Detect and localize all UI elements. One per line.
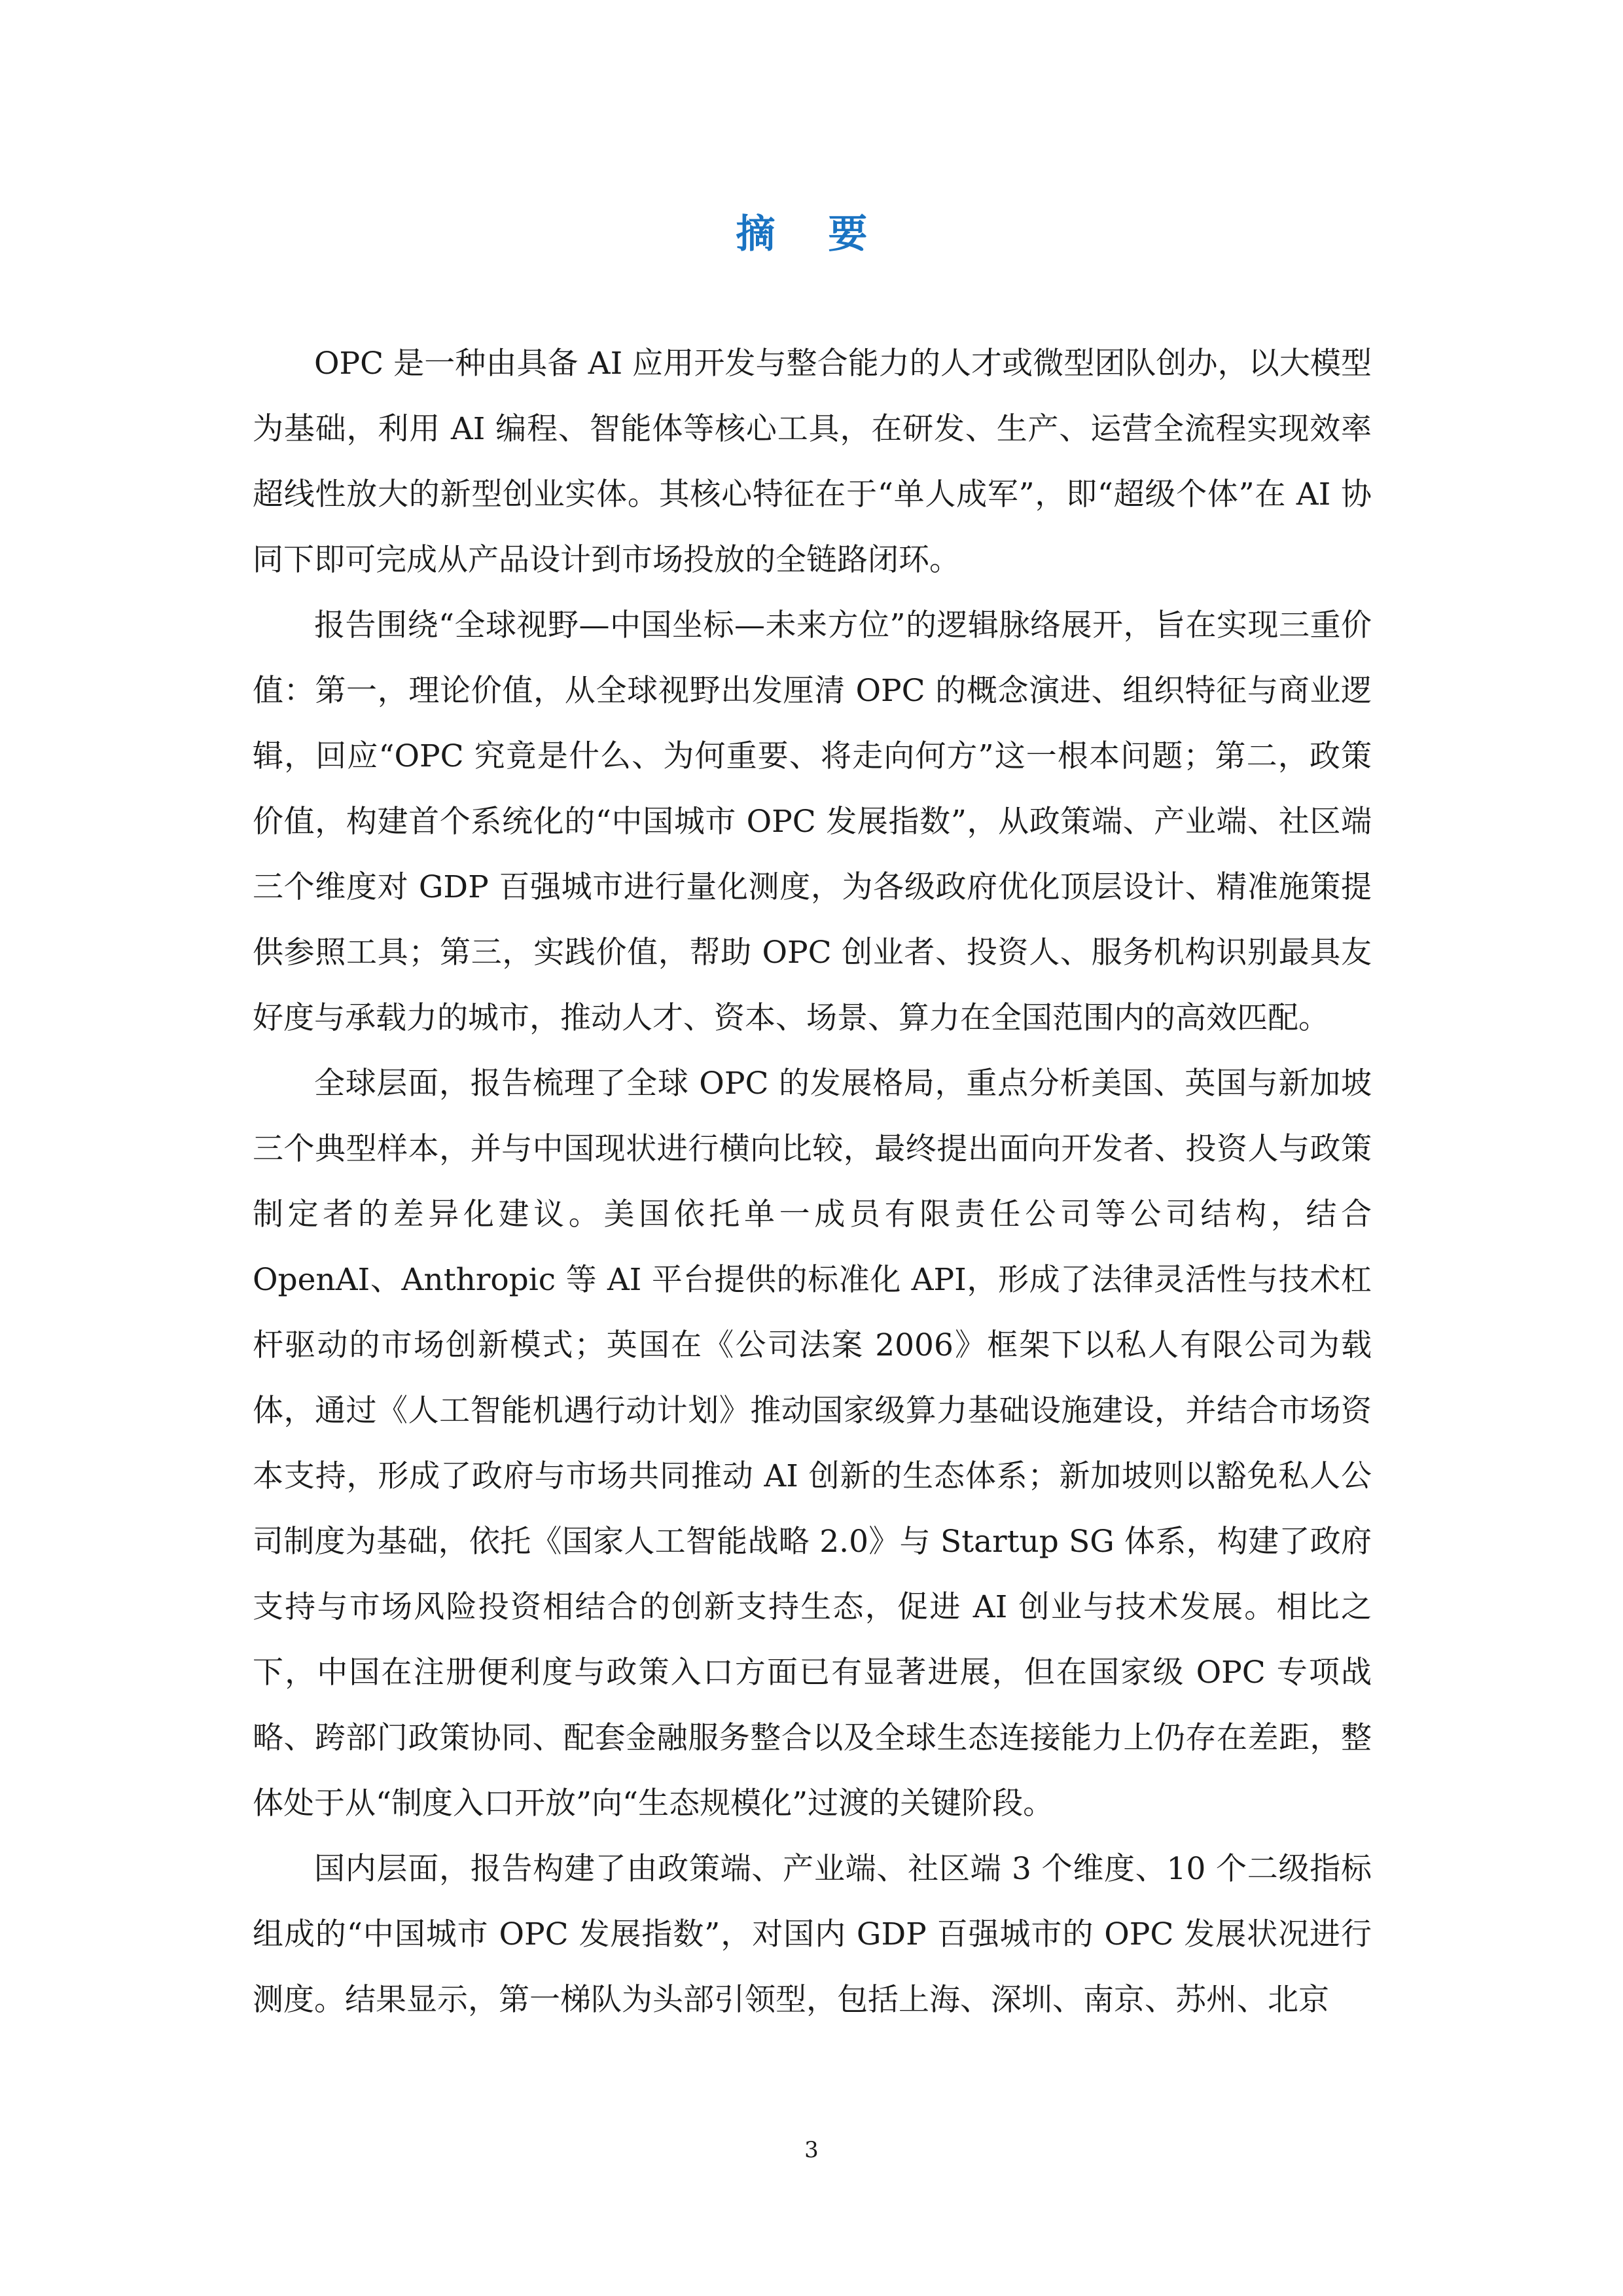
page-number: 3: [804, 2137, 819, 2163]
paragraph-report-value: 报告围绕“全球视野—中国坐标—未来方位”的逻辑脉络展开，旨在实现三重价值：第一，理论价值，从全球视野出发厘清 OPC 的概念演进、组织特征与商业逻辑，回应“OPC 究竟是什么、为何重要、将走向何方”这一根本问题；第二，政策价值，构建首个系统化的“中国城市 OPC 发展指数”，从政策端、产业端、社区端三个维度对 GDP 百强城市进行量化测度，为各级政府优化顶层设计、精准施策提供参照工具；第三，实践价值，帮助 OPC 创业者、投资人、服务机构识别最具友好度与承载力的城市，推动人才、资本、场景、算力在全国范围内的高效匹配。: [253, 607, 1372, 1036]
paragraph-global-level: 全球层面，报告梳理了全球 OPC 的发展格局，重点分析美国、英国与新加坡三个典型样本，并与中国现状进行横向比较，最终提出面向开发者、投资人与政策制定者的差异化建议。美国依托单一成员有限责任公司等公司结构，结合 OpenAI、Anthropic 等 AI 平台提供的标准化 API，形成了法律灵活性与技术杠杆驱动的市场创新模式；英国在《公司法案 2006》框架下以私人有限公司为载体，通过《人工智能机遇行动计划》推动国家级算力基础设施建设，并结合市场资本支持，形成了政府与市场共同推动 AI 创新的生态体系；新加坡则以豁免私人公司制度为基础，依托《国家人工智能战略 2.0》与 Startup SG 体系，构建了政府支持与市场风险投资相结合的创新支持生态，促进 AI 创业与技术发展。相比之下，中国在注册便利度与政策入口方面已有显著进展，但在国家级 OPC 专项战略、跨部门政策协同、配套金融服务整合以及全球生态连接能力上仍存在差距，整体处于从“制度入口开放”向“生态规模化”过渡的关键阶段。: [253, 1066, 1372, 1821]
body-text: [253, 331, 1372, 2033]
paragraph-domestic-level: 国内层面，报告构建了由政策端、产业端、社区端 3 个维度、10 个二级指标组成的“中国城市 OPC 发展指数”，对国内 GDP 百强城市的 OPC 发展状况进行测度。结果显示，第一梯队为头部引领型，包括上海、深圳、南京、苏州、北京: [253, 1851, 1372, 2018]
page-title: 摘 要: [736, 211, 887, 257]
paragraph-definition: OPC 是一种由具备 AI 应用开发与整合能力的人才或微型团队创办，以大模型为基础，利用 AI 编程、智能体等核心工具，在研发、生产、运营全流程实现效率超线性放大的新型创业实体。其核心特征在于“单人成军”，即“超级个体”在 AI 协同下即可完成从产品设计到市场投放的全链路闭环。: [253, 346, 1372, 578]
